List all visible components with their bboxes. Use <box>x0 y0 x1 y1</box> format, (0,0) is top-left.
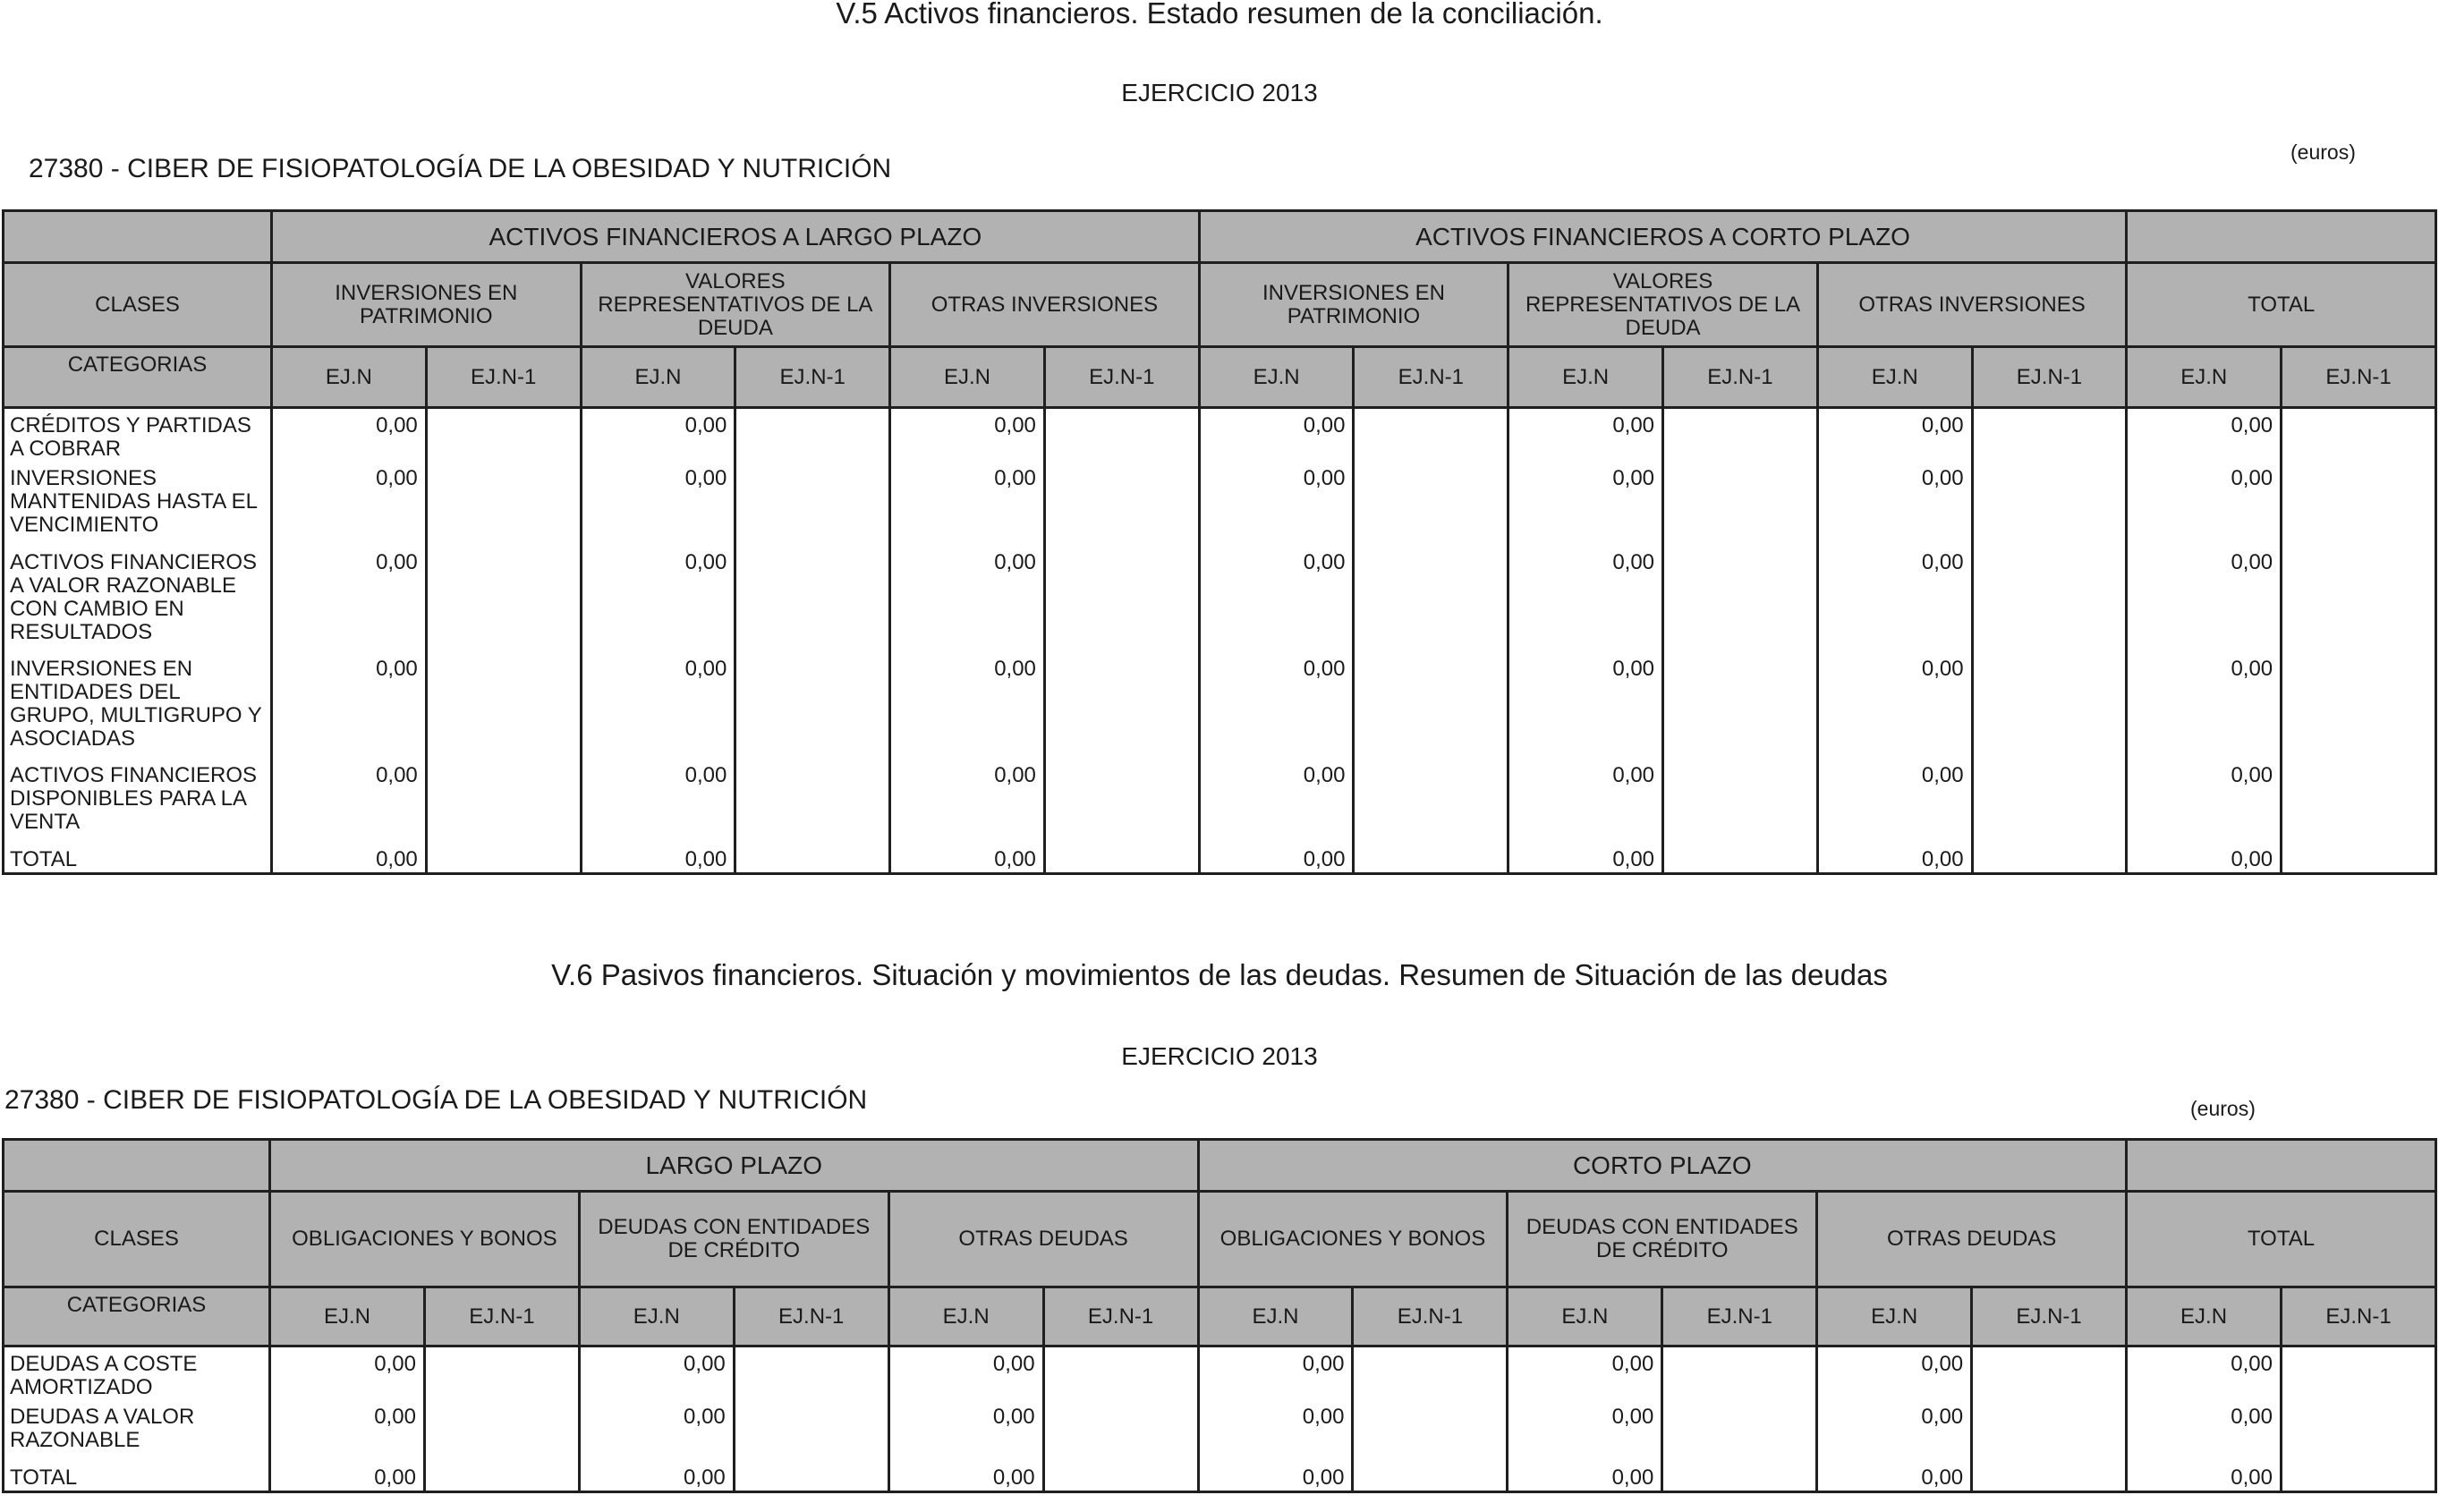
table-row <box>4 1406 2436 1466</box>
col-header-total: TOTAL <box>2127 1192 2436 1287</box>
value-cell-ej-n1 <box>1044 848 1199 874</box>
value-cell-ej-n1 <box>1043 1406 1198 1466</box>
value-cell-ej-n1 <box>2282 551 2436 658</box>
col-header-obligaciones-cp: OBLIGACIONES Y BONOS <box>1198 1192 1508 1287</box>
value-cell-ej-n: 0,00 <box>2127 551 2282 658</box>
value-cell-ej-n1 <box>424 1406 579 1466</box>
value-cell-ej-n1 <box>1972 658 2127 764</box>
ej-n1-header: EJ.N-1 <box>426 347 581 408</box>
ej-n-header: EJ.N <box>272 347 427 408</box>
row-label: ACTIVOS FINANCIEROS DISPONIBLES PARA LA VENTA <box>4 764 272 848</box>
value-cell-ej-n1 <box>1354 551 1508 658</box>
value-cell-ej-n1 <box>1972 1406 2127 1466</box>
table-row <box>4 467 2436 551</box>
value-cell-ej-n1 <box>735 764 890 848</box>
header-corner <box>4 1140 270 1192</box>
value-cell-ej-n1 <box>1044 467 1199 551</box>
value-cell-ej-n1 <box>1044 408 1199 467</box>
value-cell-ej-n: 0,00 <box>1508 551 1663 658</box>
ej-n1-header: EJ.N-1 <box>735 347 890 408</box>
ej-n1-header: EJ.N-1 <box>1662 1287 1817 1346</box>
col-header-inversiones-lp: INVERSIONES EN PATRIMONIO <box>272 263 582 347</box>
ej-n-header: EJ.N <box>1508 347 1663 408</box>
value-cell-ej-n1 <box>426 848 581 874</box>
value-cell-ej-n: 0,00 <box>1508 467 1663 551</box>
row-label: DEUDAS A COSTE AMORTIZADO <box>4 1346 270 1406</box>
ej-n1-header: EJ.N-1 <box>1972 1287 2127 1346</box>
value-cell-ej-n: 0,00 <box>888 1406 1043 1466</box>
value-cell-ej-n: 0,00 <box>888 1466 1043 1492</box>
entity-name-v6: 27380 - CIBER DE FISIOPATOLOGÍA DE LA OBESIDAD Y NUTRICIÓN <box>4 1085 868 1115</box>
value-cell-ej-n: 0,00 <box>1817 408 1972 467</box>
table-row <box>4 1346 2436 1406</box>
row-label: DEUDAS A VALOR RAZONABLE <box>4 1406 270 1466</box>
assets-table-body <box>4 408 2436 874</box>
value-cell-ej-n: 0,00 <box>1199 764 1354 848</box>
header-corner <box>4 211 272 263</box>
value-cell-ej-n: 0,00 <box>1817 551 1972 658</box>
value-cell-ej-n: 0,00 <box>270 1466 425 1492</box>
value-cell-ej-n: 0,00 <box>2127 848 2282 874</box>
value-cell-ej-n: 0,00 <box>1817 658 1972 764</box>
value-cell-ej-n: 0,00 <box>579 1466 734 1492</box>
col-header-inversiones-cp: INVERSIONES EN PATRIMONIO <box>1199 263 1508 347</box>
value-cell-ej-n1 <box>1663 848 1818 874</box>
section-title-v6: V.6 Pasivos financieros. Situación y movimientos de las deudas. Resumen de Situación de las deudas <box>551 958 1888 991</box>
value-cell-ej-n: 0,00 <box>272 764 427 848</box>
row-label: INVERSIONES EN ENTIDADES DEL GRUPO, MULTIGRUPO Y ASOCIADAS <box>4 658 272 764</box>
value-cell-ej-n: 0,00 <box>1817 1466 1972 1492</box>
value-cell-ej-n1 <box>2282 467 2436 551</box>
value-cell-ej-n1 <box>1354 467 1508 551</box>
ej-n1-header: EJ.N-1 <box>1044 347 1199 408</box>
table-row <box>4 408 2436 467</box>
group-header-total-blank <box>2127 211 2436 263</box>
value-cell-ej-n1 <box>2282 848 2436 874</box>
value-cell-ej-n: 0,00 <box>1508 1406 1662 1466</box>
value-cell-ej-n1 <box>1354 408 1508 467</box>
value-cell-ej-n: 0,00 <box>272 408 427 467</box>
units-label-v5: (euros) <box>2290 140 2356 164</box>
value-cell-ej-n1 <box>424 1466 579 1492</box>
value-cell-ej-n: 0,00 <box>888 1346 1043 1406</box>
ej-n1-header: EJ.N-1 <box>1972 347 2127 408</box>
value-cell-ej-n1 <box>734 1406 888 1466</box>
section-title-v5: V.5 Activos financieros. Estado resumen de la conciliación. <box>836 0 1603 30</box>
categorias-header: CATEGORIAS <box>4 347 272 408</box>
value-cell-ej-n: 0,00 <box>2127 467 2282 551</box>
value-cell-ej-n: 0,00 <box>1817 467 1972 551</box>
group-header-largo-plazo: LARGO PLAZO <box>270 1140 1199 1192</box>
value-cell-ej-n1 <box>735 551 890 658</box>
value-cell-ej-n1 <box>2281 1346 2435 1406</box>
col-header-otras-deudas-cp: OTRAS DEUDAS <box>1817 1192 2127 1287</box>
group-header-long-term: ACTIVOS FINANCIEROS A LARGO PLAZO <box>272 211 1200 263</box>
ej-n-header: EJ.N <box>2127 347 2282 408</box>
col-header-total: TOTAL <box>2127 263 2436 347</box>
value-cell-ej-n: 0,00 <box>890 408 1045 467</box>
value-cell-ej-n: 0,00 <box>890 764 1045 848</box>
value-cell-ej-n: 0,00 <box>2127 658 2282 764</box>
value-cell-ej-n1 <box>1972 1466 2127 1492</box>
value-cell-ej-n: 0,00 <box>270 1406 425 1466</box>
value-cell-ej-n1 <box>426 408 581 467</box>
ej-n1-header: EJ.N-1 <box>2281 1287 2435 1346</box>
value-cell-ej-n: 0,00 <box>1199 408 1354 467</box>
value-cell-ej-n1 <box>735 848 890 874</box>
value-cell-ej-n1 <box>1663 658 1818 764</box>
value-cell-ej-n: 0,00 <box>890 658 1045 764</box>
ej-n1-header: EJ.N-1 <box>2282 347 2436 408</box>
row-label: TOTAL <box>4 848 272 874</box>
row-label: INVERSIONES MANTENIDAS HASTA EL VENCIMIENTO <box>4 467 272 551</box>
row-label: ACTIVOS FINANCIEROS A VALOR RAZONABLE CON CAMBIO EN RESULTADOS <box>4 551 272 658</box>
liabilities-table-body <box>4 1346 2436 1492</box>
value-cell-ej-n1 <box>1972 551 2127 658</box>
ej-n-header: EJ.N <box>1817 1287 1972 1346</box>
value-cell-ej-n: 0,00 <box>579 1346 734 1406</box>
value-cell-ej-n: 0,00 <box>1199 467 1354 551</box>
clases-header: CLASES <box>4 263 272 347</box>
ej-n-header: EJ.N <box>2127 1287 2282 1346</box>
ej-n-header: EJ.N <box>579 1287 734 1346</box>
value-cell-ej-n: 0,00 <box>1199 551 1354 658</box>
ej-n1-header: EJ.N-1 <box>1043 1287 1198 1346</box>
col-header-obligaciones-lp: OBLIGACIONES Y BONOS <box>270 1192 580 1287</box>
value-cell-ej-n1 <box>2282 658 2436 764</box>
value-cell-ej-n: 0,00 <box>1198 1346 1353 1406</box>
value-cell-ej-n: 0,00 <box>1817 1346 1972 1406</box>
col-header-deudas-credito-cp: DEUDAS CON ENTIDADES DE CRÉDITO <box>1508 1192 1817 1287</box>
value-cell-ej-n: 0,00 <box>890 551 1045 658</box>
value-cell-ej-n: 0,00 <box>1508 1346 1662 1406</box>
value-cell-ej-n: 0,00 <box>1817 1406 1972 1466</box>
value-cell-ej-n: 0,00 <box>579 1406 734 1466</box>
value-cell-ej-n: 0,00 <box>1817 848 1972 874</box>
value-cell-ej-n: 0,00 <box>581 658 735 764</box>
value-cell-ej-n1 <box>1972 408 2127 467</box>
value-cell-ej-n1 <box>1663 408 1818 467</box>
ej-n1-header: EJ.N-1 <box>1354 347 1508 408</box>
value-cell-ej-n: 0,00 <box>272 658 427 764</box>
value-cell-ej-n1 <box>1354 764 1508 848</box>
ej-n1-header: EJ.N-1 <box>1663 347 1818 408</box>
value-cell-ej-n1 <box>426 764 581 848</box>
table-row <box>4 848 2436 874</box>
entity-name-v5: 27380 - CIBER DE FISIOPATOLOGÍA DE LA OBESIDAD Y NUTRICIÓN <box>29 154 892 183</box>
col-header-otras-cp: OTRAS INVERSIONES <box>1817 263 2127 347</box>
value-cell-ej-n: 0,00 <box>1508 658 1663 764</box>
value-cell-ej-n1 <box>735 467 890 551</box>
value-cell-ej-n1 <box>2281 1406 2435 1466</box>
value-cell-ej-n: 0,00 <box>270 1346 425 1406</box>
units-label-v6: (euros) <box>2190 1097 2256 1120</box>
value-cell-ej-n1 <box>2282 764 2436 848</box>
value-cell-ej-n: 0,00 <box>1508 1466 1662 1492</box>
value-cell-ej-n1 <box>1044 551 1199 658</box>
value-cell-ej-n1 <box>735 408 890 467</box>
value-cell-ej-n: 0,00 <box>890 848 1045 874</box>
value-cell-ej-n: 0,00 <box>2127 764 2282 848</box>
value-cell-ej-n1 <box>426 467 581 551</box>
clases-header: CLASES <box>4 1192 270 1287</box>
value-cell-ej-n1 <box>426 551 581 658</box>
value-cell-ej-n1 <box>2281 1466 2435 1492</box>
value-cell-ej-n: 0,00 <box>1198 1406 1353 1466</box>
value-cell-ej-n: 0,00 <box>2127 408 2282 467</box>
value-cell-ej-n1 <box>1353 1346 1508 1406</box>
table-row <box>4 764 2436 848</box>
value-cell-ej-n: 0,00 <box>1199 848 1354 874</box>
col-header-otras-lp: OTRAS INVERSIONES <box>890 263 1200 347</box>
value-cell-ej-n1 <box>1043 1466 1198 1492</box>
col-header-valores-lp: VALORES REPRESENTATIVOS DE LA DEUDA <box>581 263 890 347</box>
ej-n-header: EJ.N <box>1508 1287 1662 1346</box>
section-year-v5: EJERCICIO 2013 <box>1121 79 1318 106</box>
ej-n-header: EJ.N <box>1817 347 1972 408</box>
value-cell-ej-n: 0,00 <box>1508 408 1663 467</box>
section-year-v6: EJERCICIO 2013 <box>1121 1042 1318 1070</box>
col-header-otras-deudas-lp: OTRAS DEUDAS <box>888 1192 1198 1287</box>
value-cell-ej-n1 <box>1663 764 1818 848</box>
value-cell-ej-n: 0,00 <box>1508 764 1663 848</box>
ej-n-header: EJ.N <box>1199 347 1354 408</box>
value-cell-ej-n: 0,00 <box>272 848 427 874</box>
value-cell-ej-n1 <box>1663 467 1818 551</box>
value-cell-ej-n: 0,00 <box>272 467 427 551</box>
value-cell-ej-n: 0,00 <box>581 408 735 467</box>
value-cell-ej-n: 0,00 <box>581 848 735 874</box>
group-header-corto-plazo: CORTO PLAZO <box>1198 1140 2127 1192</box>
ej-n-header: EJ.N <box>888 1287 1043 1346</box>
value-cell-ej-n: 0,00 <box>581 764 735 848</box>
value-cell-ej-n1 <box>1972 1346 2127 1406</box>
ej-n1-header: EJ.N-1 <box>424 1287 579 1346</box>
value-cell-ej-n: 0,00 <box>272 551 427 658</box>
value-cell-ej-n1 <box>1353 1406 1508 1466</box>
row-label: TOTAL <box>4 1466 270 1492</box>
col-header-deudas-credito-lp: DEUDAS CON ENTIDADES DE CRÉDITO <box>579 1192 888 1287</box>
value-cell-ej-n1 <box>1043 1346 1198 1406</box>
ej-n1-header: EJ.N-1 <box>1353 1287 1508 1346</box>
value-cell-ej-n1 <box>735 658 890 764</box>
value-cell-ej-n1 <box>1972 764 2127 848</box>
value-cell-ej-n1 <box>426 658 581 764</box>
ej-n-header: EJ.N <box>270 1287 425 1346</box>
value-cell-ej-n1 <box>1663 551 1818 658</box>
value-cell-ej-n: 0,00 <box>890 467 1045 551</box>
value-cell-ej-n: 0,00 <box>2127 1406 2282 1466</box>
col-header-valores-cp: VALORES REPRESENTATIVOS DE LA DEUDA <box>1508 263 1818 347</box>
value-cell-ej-n1 <box>1662 1346 1817 1406</box>
value-cell-ej-n: 0,00 <box>1198 1466 1353 1492</box>
value-cell-ej-n1 <box>1972 467 2127 551</box>
liabilities-table <box>2 1138 2437 1493</box>
value-cell-ej-n: 0,00 <box>581 467 735 551</box>
table-row <box>4 1466 2436 1492</box>
group-header-short-term: ACTIVOS FINANCIEROS A CORTO PLAZO <box>1199 211 2127 263</box>
ej-n-header: EJ.N <box>581 347 735 408</box>
value-cell-ej-n1 <box>1044 764 1199 848</box>
value-cell-ej-n1 <box>2282 408 2436 467</box>
assets-table <box>2 209 2437 875</box>
value-cell-ej-n1 <box>1044 658 1199 764</box>
value-cell-ej-n: 0,00 <box>1508 848 1663 874</box>
value-cell-ej-n1 <box>1662 1406 1817 1466</box>
value-cell-ej-n1 <box>424 1346 579 1406</box>
value-cell-ej-n1 <box>1662 1466 1817 1492</box>
ej-n-header: EJ.N <box>1198 1287 1353 1346</box>
value-cell-ej-n1 <box>1353 1466 1508 1492</box>
row-label: CRÉDITOS Y PARTIDAS A COBRAR <box>4 408 272 467</box>
value-cell-ej-n: 0,00 <box>581 551 735 658</box>
ej-n1-header: EJ.N-1 <box>734 1287 888 1346</box>
group-header-total-blank <box>2127 1140 2436 1192</box>
value-cell-ej-n: 0,00 <box>2127 1466 2282 1492</box>
value-cell-ej-n1 <box>1354 848 1508 874</box>
table-row <box>4 551 2436 658</box>
categorias-header: CATEGORIAS <box>4 1287 270 1346</box>
value-cell-ej-n: 0,00 <box>1199 658 1354 764</box>
ej-n-header: EJ.N <box>890 347 1045 408</box>
value-cell-ej-n1 <box>734 1346 888 1406</box>
value-cell-ej-n: 0,00 <box>2127 1346 2282 1406</box>
value-cell-ej-n1 <box>1354 658 1508 764</box>
value-cell-ej-n1 <box>1972 848 2127 874</box>
value-cell-ej-n1 <box>734 1466 888 1492</box>
table-row <box>4 658 2436 764</box>
value-cell-ej-n: 0,00 <box>1817 764 1972 848</box>
